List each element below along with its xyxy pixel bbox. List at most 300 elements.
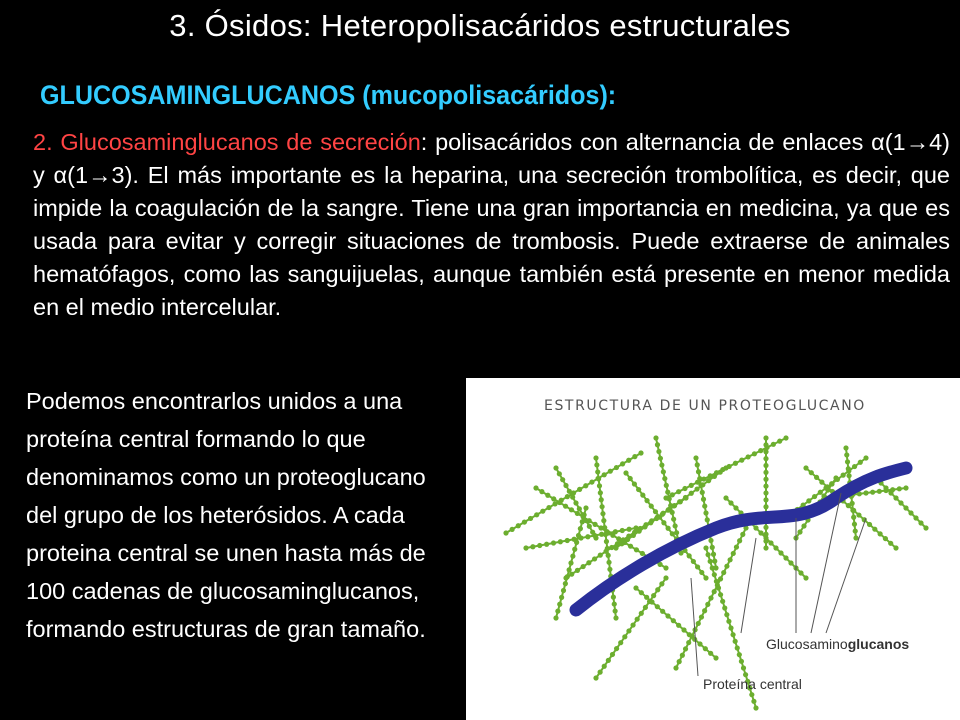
- gag-bead: [664, 483, 669, 488]
- gag-bead: [708, 559, 713, 564]
- gag-bead: [702, 504, 707, 509]
- gag-bead: [552, 501, 557, 506]
- gag-bead: [620, 528, 625, 533]
- gag-bead: [651, 593, 656, 598]
- gag-bead: [638, 450, 643, 455]
- gag-bead: [568, 560, 573, 565]
- gag-bead: [708, 595, 713, 600]
- gag-bead: [845, 459, 850, 464]
- gag-bead: [593, 675, 598, 680]
- gag-bead: [703, 646, 708, 651]
- gag-bead: [567, 489, 572, 494]
- gag-bead: [682, 486, 687, 491]
- gag-bead: [613, 615, 618, 620]
- label-glycosaminoglycans: [766, 636, 909, 652]
- gag-bead: [659, 581, 664, 586]
- gag-bead: [626, 458, 631, 463]
- gag-bead: [730, 632, 735, 637]
- gag-bead: [613, 608, 618, 613]
- gag-bead: [523, 545, 528, 550]
- gag-bead: [614, 646, 619, 651]
- gag-bead: [806, 498, 811, 503]
- gag-bead: [596, 476, 601, 481]
- gag-bead: [545, 493, 550, 498]
- gag-bead: [644, 498, 649, 503]
- gag-bead: [575, 511, 580, 516]
- gag-bead: [677, 659, 682, 664]
- gag-bead: [557, 602, 562, 607]
- gag-bead: [763, 497, 768, 502]
- gag-bead: [752, 451, 757, 456]
- gag-bead: [583, 505, 588, 510]
- gag-bead: [711, 552, 716, 557]
- gag-bead: [659, 462, 664, 467]
- gag-bead: [599, 532, 604, 537]
- gag-bead: [603, 549, 608, 554]
- gag-bead: [700, 490, 705, 495]
- gag-bead: [660, 512, 665, 517]
- gag-bead: [503, 530, 508, 535]
- gag-bead: [710, 565, 715, 570]
- gag-bead: [673, 523, 678, 528]
- gag-bead: [528, 516, 533, 521]
- gag-bead: [649, 599, 654, 604]
- gag-bead: [703, 510, 708, 515]
- gag-bead: [569, 507, 574, 512]
- gag-bead: [606, 560, 611, 565]
- gag-bead: [578, 535, 583, 540]
- gag-bead: [843, 445, 848, 450]
- gag-bead: [714, 579, 719, 584]
- point-text: : polisacáridos con alternancia de enlaces α(1→4) y α(1→3). El más importante es la heparina, una secreción trombolítica, es decir, que impide la coagulación de la sangre. Tiene una gran importancia en medicina, ya que es usada para evitar y corregir situaciones de trombosis. Puede extraerse de animales hematófagos, como las sanguijuelas, aunque también está presente en menor medida en el medio intercelular.: [33, 129, 950, 320]
- gag-bead: [593, 455, 598, 460]
- label-gag-prefix: Glucosamino: [766, 636, 848, 652]
- gag-bead: [676, 489, 681, 494]
- gag-bead: [749, 692, 754, 697]
- gag-bead: [600, 511, 605, 516]
- gag-bead: [863, 455, 868, 460]
- gag-bead: [710, 545, 715, 550]
- gag-bead: [595, 469, 600, 474]
- gag-bead: [733, 461, 738, 466]
- gag-bead: [689, 483, 694, 488]
- gag-bead: [640, 493, 645, 498]
- gag-bead: [852, 522, 857, 527]
- gag-bead: [586, 560, 591, 565]
- gag-bead: [655, 442, 660, 447]
- gag-bead: [763, 484, 768, 489]
- gag-bead: [649, 504, 654, 509]
- gag-bead: [833, 475, 838, 480]
- gag-bead: [856, 512, 861, 517]
- gag-bead: [636, 487, 641, 492]
- gag-bead: [654, 516, 659, 521]
- gag-bead: [801, 523, 806, 528]
- gag-bead: [763, 490, 768, 495]
- section-heading: GLUCOSAMINGLUCANOS (mucopolisacáridos):: [40, 80, 617, 110]
- gag-bead: [903, 505, 908, 510]
- gag-bead: [734, 544, 739, 549]
- gag-bead: [602, 664, 607, 669]
- gag-bead: [746, 454, 751, 459]
- gag-bead: [733, 639, 738, 644]
- gag-bead: [723, 495, 728, 500]
- gag-bead: [825, 487, 830, 492]
- gag-bead: [663, 495, 668, 500]
- gag-bead: [897, 486, 902, 491]
- gag-bead: [559, 595, 564, 600]
- gag-bead: [846, 473, 851, 478]
- gag-bead: [581, 564, 586, 569]
- point-highlight: Glucosaminglucanos de secreción: [60, 129, 421, 155]
- gag-bead: [639, 590, 644, 595]
- gag-bead: [763, 470, 768, 475]
- gag-bead: [604, 539, 609, 544]
- gag-bead: [665, 490, 670, 495]
- gag-bead: [570, 495, 575, 500]
- gag-bead: [763, 442, 768, 447]
- gag-bead: [583, 518, 588, 523]
- gag-bead: [613, 529, 618, 534]
- gag-bead: [883, 536, 888, 541]
- gag-bead: [561, 588, 566, 593]
- gag-bead: [722, 605, 727, 610]
- gag-bead: [625, 537, 630, 542]
- gag-bead: [577, 487, 582, 492]
- gag-bead: [680, 653, 685, 658]
- gag-bead: [698, 483, 703, 488]
- gag-bead: [712, 589, 717, 594]
- gag-bead: [533, 485, 538, 490]
- gag-bead: [850, 508, 855, 513]
- gag-bead: [696, 621, 701, 626]
- gag-bead: [708, 651, 713, 656]
- gag-bead: [634, 547, 639, 552]
- gag-bead: [918, 520, 923, 525]
- gag-bead: [676, 623, 681, 628]
- gag-bead: [708, 473, 713, 478]
- gag-bead: [705, 552, 710, 557]
- gag-bead: [720, 467, 725, 472]
- gag-bead: [803, 465, 808, 470]
- gag-bead: [689, 491, 694, 496]
- gag-bead: [602, 472, 607, 477]
- gag-bead: [701, 497, 706, 502]
- gag-bead: [687, 632, 692, 637]
- gag-bead: [686, 640, 691, 645]
- gag-bead: [655, 604, 660, 609]
- gag-bead: [733, 505, 738, 510]
- gag-bead: [563, 504, 568, 509]
- gag-bead: [599, 504, 604, 509]
- gag-bead: [763, 435, 768, 440]
- gag-bead: [553, 465, 558, 470]
- gag-bead: [666, 526, 671, 531]
- gag-bead: [627, 527, 632, 532]
- gag-bead: [619, 541, 624, 546]
- gag-bead: [870, 490, 875, 495]
- gag-bead: [580, 512, 585, 517]
- gag-bead: [903, 485, 908, 490]
- gag-bead: [726, 619, 731, 624]
- gag-bead: [578, 526, 583, 531]
- gag-bead: [720, 599, 725, 604]
- gag-bead: [877, 489, 882, 494]
- gag-bead: [567, 567, 572, 572]
- gag-bead: [537, 543, 542, 548]
- gag-bead: [539, 489, 544, 494]
- gag-bead: [540, 509, 545, 514]
- gag-bead: [702, 608, 707, 613]
- gag-bead: [575, 568, 580, 573]
- gag-bead: [599, 497, 604, 502]
- gag-bead: [693, 455, 698, 460]
- gag-bead: [908, 510, 913, 515]
- gag-bead: [740, 532, 745, 537]
- gag-bead: [628, 476, 633, 481]
- gag-bead: [601, 518, 606, 523]
- gag-bead: [913, 515, 918, 520]
- gag-bead: [607, 567, 612, 572]
- gag-bead: [872, 527, 877, 532]
- gag-bead: [677, 499, 682, 504]
- gag-bead: [663, 565, 668, 570]
- gag-bead: [737, 652, 742, 657]
- gag-bead: [565, 494, 570, 499]
- gag-bead: [622, 634, 627, 639]
- gag-bead: [773, 545, 778, 550]
- gag-bead: [737, 538, 742, 543]
- gag-bead: [695, 462, 700, 467]
- gag-bead: [558, 539, 563, 544]
- gag-bead: [703, 575, 708, 580]
- gag-bead: [713, 655, 718, 660]
- gag-bead: [705, 517, 710, 522]
- gag-bead: [727, 464, 732, 469]
- gag-bead: [628, 544, 633, 549]
- gag-bead: [551, 496, 556, 501]
- gag-bead: [660, 609, 665, 614]
- gag-bead: [608, 469, 613, 474]
- gag-bead: [714, 470, 719, 475]
- gag-bead: [696, 469, 701, 474]
- gag-bead: [863, 490, 868, 495]
- gag-bead: [610, 652, 615, 657]
- point-paragraph: [33, 126, 950, 324]
- gag-bead: [697, 641, 702, 646]
- gag-bead: [718, 592, 723, 597]
- gag-bead: [728, 500, 733, 505]
- gag-bead: [572, 537, 577, 542]
- gag-bead: [851, 515, 856, 520]
- gag-bead: [648, 520, 653, 525]
- gag-bead: [522, 519, 527, 524]
- gag-bead: [510, 527, 515, 532]
- gag-bead: [867, 522, 872, 527]
- gag-bead: [656, 449, 661, 454]
- gag-bead: [598, 490, 603, 495]
- gag-bead: [724, 612, 729, 617]
- gag-bead: [671, 618, 676, 623]
- gag-bead: [653, 509, 658, 514]
- gag-bead: [731, 551, 736, 556]
- gag-bead: [692, 637, 697, 642]
- gag-bead: [626, 628, 631, 633]
- gag-bead: [699, 570, 704, 575]
- proteoglycan-figure: [466, 378, 960, 720]
- gag-bead: [640, 551, 645, 556]
- side-paragraph: Podemos encontrarlos unidos a una proteína central formando lo que denominamos como un proteoglucano del grupo de los heterósidos. A cada proteina central se unen hasta más de 100 cadenas de glucosaminglucanos, formando estructuras de gran tamaño.: [26, 388, 426, 642]
- gag-bead: [691, 559, 696, 564]
- gag-bead: [594, 462, 599, 467]
- gag-bead: [695, 564, 700, 569]
- gag-bead: [613, 545, 618, 550]
- gag-bead: [812, 494, 817, 499]
- gag-bead: [606, 530, 611, 535]
- gag-bead: [819, 480, 824, 485]
- gag-bead: [643, 605, 648, 610]
- gag-bead: [583, 483, 588, 488]
- gag-bead: [893, 545, 898, 550]
- gag-chain: [656, 438, 681, 553]
- gag-bead: [546, 505, 551, 510]
- gag-bead: [852, 464, 857, 469]
- gag-bead: [797, 529, 802, 534]
- gag-bead: [763, 456, 768, 461]
- figure-title: ESTRUCTURA DE UN PROTEOGLUCANO: [544, 398, 866, 414]
- gag-bead: [663, 575, 668, 580]
- gag-bead: [665, 613, 670, 618]
- gag-bead: [551, 540, 556, 545]
- gag-bead: [573, 500, 578, 505]
- gag-bead: [697, 476, 702, 481]
- gag-bead: [618, 640, 623, 645]
- gag-bead: [853, 528, 858, 533]
- gag-bead: [655, 587, 660, 592]
- gag-bead: [687, 553, 692, 558]
- gag-bead: [818, 490, 823, 495]
- gag-bead: [563, 483, 568, 488]
- gag-bead: [661, 469, 666, 474]
- gag-bead: [758, 530, 763, 535]
- gag-bead: [674, 530, 679, 535]
- gag-bead: [850, 501, 855, 506]
- gag-bead: [703, 545, 708, 550]
- gag-bead: [592, 556, 597, 561]
- gag-bead: [771, 442, 776, 447]
- gag-bead: [530, 544, 535, 549]
- gag-bead: [763, 477, 768, 482]
- gag-bead: [553, 615, 558, 620]
- gag-bead: [727, 557, 732, 562]
- gag-bead: [642, 524, 647, 529]
- gag-bead: [694, 486, 699, 491]
- gag-bead: [516, 523, 521, 528]
- label-gag-bold: glucanos: [847, 636, 910, 652]
- gag-bead: [724, 564, 729, 569]
- gag-bead: [623, 470, 628, 475]
- gag-bead: [883, 485, 888, 490]
- gag-bead: [778, 550, 783, 555]
- gag-bead: [893, 495, 898, 500]
- gag-bead: [612, 601, 617, 606]
- gag-bead: [569, 572, 574, 577]
- gag-bead: [798, 570, 803, 575]
- gag-bead: [728, 625, 733, 630]
- gag-bead: [602, 525, 607, 530]
- gag-bead: [614, 465, 619, 470]
- gag-bead: [630, 622, 635, 627]
- gag-bead: [620, 461, 625, 466]
- gag-bead: [712, 572, 717, 577]
- gag-bead: [763, 463, 768, 468]
- gag-bead: [681, 627, 686, 632]
- gag-bead: [570, 554, 575, 559]
- gag-bead: [670, 492, 675, 497]
- gag-bead: [844, 452, 849, 457]
- gag-bead: [673, 665, 678, 670]
- gag-bead: [735, 645, 740, 650]
- gag-bead: [644, 595, 649, 600]
- gag-bead: [803, 575, 808, 580]
- gag-bead: [706, 478, 711, 483]
- gag-bead: [661, 520, 666, 525]
- gag-bead: [563, 581, 568, 586]
- gag-bead: [751, 699, 756, 704]
- gag-bead: [753, 705, 758, 710]
- gag-bead: [763, 532, 768, 537]
- gag-bead: [639, 611, 644, 616]
- gag-bead: [585, 534, 590, 539]
- gag-bead: [739, 659, 744, 664]
- gag-bead: [758, 448, 763, 453]
- gag-bead: [708, 538, 713, 543]
- label-leader-line: [741, 538, 756, 633]
- gag-bead: [633, 525, 638, 530]
- gag-bead: [763, 504, 768, 509]
- gag-bead: [716, 585, 721, 590]
- gag-bead: [632, 454, 637, 459]
- gag-bead: [888, 490, 893, 495]
- gag-bead: [555, 609, 560, 614]
- gag-bead: [721, 570, 726, 575]
- gag-bead: [783, 435, 788, 440]
- gag-bead: [671, 517, 676, 522]
- gag-bead: [768, 540, 773, 545]
- gag-bead: [587, 524, 592, 529]
- gag-bead: [763, 539, 768, 544]
- gag-bead: [671, 503, 676, 508]
- gag-bead: [632, 481, 637, 486]
- gag-bead: [572, 547, 577, 552]
- gag-bead: [565, 538, 570, 543]
- gag-bead: [898, 500, 903, 505]
- gag-bead: [777, 439, 782, 444]
- gag-bead: [705, 602, 710, 607]
- gag-bead: [662, 476, 667, 481]
- gag-bead: [611, 595, 616, 600]
- gag-bead: [635, 617, 640, 622]
- gag-bead: [598, 553, 603, 558]
- gag-bead: [853, 535, 858, 540]
- gag-bead: [683, 495, 688, 500]
- gag-bead: [763, 525, 768, 530]
- gag-bead: [888, 541, 893, 546]
- gag-bead: [841, 473, 846, 478]
- gag-bead: [593, 535, 598, 540]
- gag-bead: [590, 530, 595, 535]
- gag-bead: [565, 574, 570, 579]
